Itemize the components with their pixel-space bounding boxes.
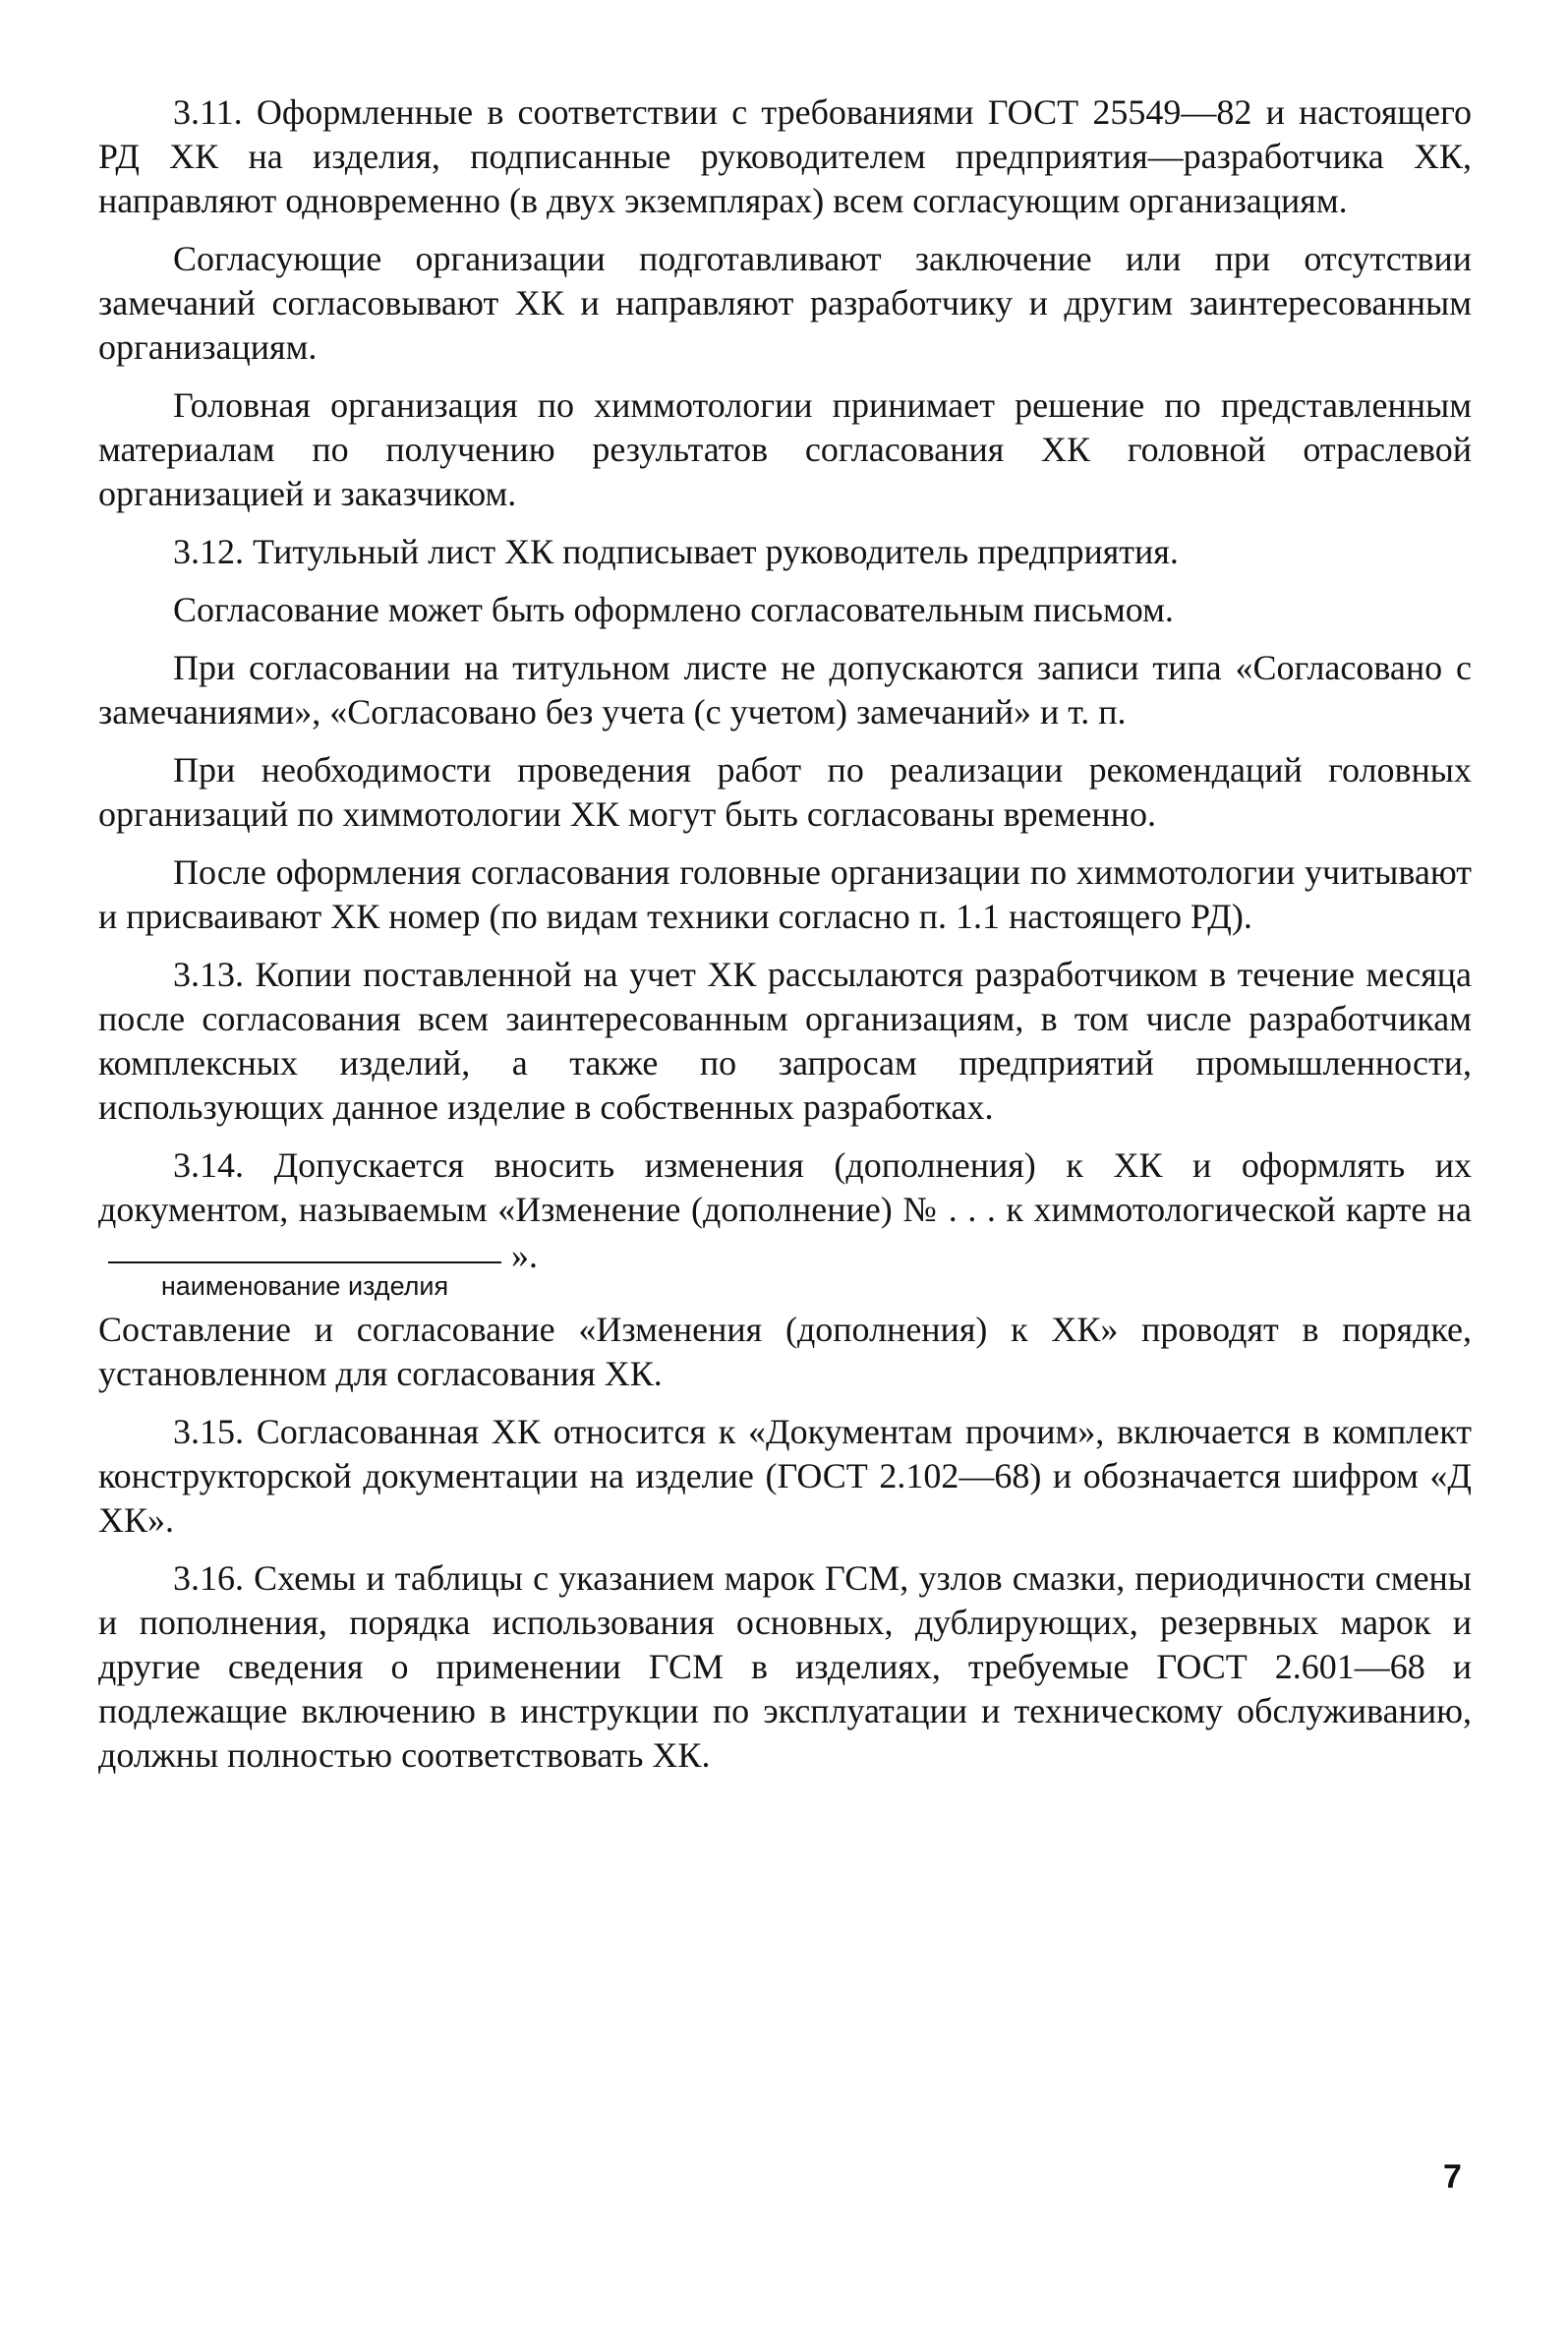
page-body: [98, 90, 1472, 1791]
paragraph-3-14-closing-quote: ».: [511, 1236, 538, 1275]
paragraph-agreement-letter: Согласование может быть оформлено согласовательным письмом.: [173, 590, 1174, 629]
paragraph-3-13: 3.13. Копии поставленной на учет ХК рассылаются разработчиком в течение месяца после согласования всем заинтересованным организациям, в том числе разработчикам комплексных изделий, а также по запросам предприятий промышленности, использующих данное изделие в собственных разработках.: [98, 955, 1472, 1127]
paragraph-3-14-text: 3.14. Допускается вносить изменения (дополнения) к ХК и оформлять их документом, называемым «Изменение (дополнение) № . . . к химмотологической карте на: [98, 1145, 1472, 1229]
paragraph-3-12: 3.12. Титульный лист ХК подписывает руководитель предприятия.: [173, 532, 1179, 571]
product-name-caption: наименование изделия: [160, 1271, 449, 1301]
paragraph-numbering: После оформления согласования головные организации по химмотологии учитывают и присваивают ХК номер (по видам техники согласно п. 1.1 настоящего РД).: [98, 852, 1472, 936]
paragraph-3-16: 3.16. Схемы и таблицы с указанием марок ГСМ, узлов смазки, периодичности смены и пополнения, порядка использования основных, дублирующих, резервных марок и другие сведения о применении ГСМ в изделиях, требуемые ГОСТ 2.601—68 и подлежащие включению в инструкции по эксплуатации и техническому обслуживанию, должны полностью соответствовать ХК.: [98, 1558, 1472, 1775]
product-name-blank: [108, 1232, 501, 1301]
paragraph-head-organization: Головная организация по химмотологии принимает решение по представленным материалам по получению результатов согласования ХК головной отраслевой организацией и заказчиком.: [98, 385, 1472, 513]
page-number: 7: [1443, 2158, 1462, 2196]
paragraph-3-11: 3.11. Оформленные в соответствии с требованиями ГОСТ 25549—82 и настоящего РД ХК на изделия, подписанные руководителем предприятия—разработчика ХК, направляют одновременно (в двух экземплярах) всем согласующим организациям.: [98, 92, 1472, 220]
paragraph-compose-changes: Составление и согласование «Изменения (дополнения) к ХК» проводят в порядке, установленном для согласования ХК.: [98, 1310, 1472, 1393]
product-name-underline: [108, 1261, 501, 1263]
paragraph-temporary-agreement: При необходимости проведения работ по реализации рекомендаций головных организаций по химмотологии ХК могут быть согласованы временно.: [98, 750, 1472, 834]
paragraph-3-14: [98, 1143, 1472, 1301]
paragraph-3-15: 3.15. Согласованная ХК относится к «Документам прочим», включается в комплект конструкторской документации на изделие (ГОСТ 2.102—68) и обозначается шифром «Д ХК».: [98, 1412, 1472, 1540]
paragraph-agreeing-organizations: Согласующие организации подготавливают заключение или при отсутствии замечаний согласовывают ХК и направляют разработчику и другим заинтересованным организациям.: [98, 239, 1472, 367]
paragraph-title-sheet-records: При согласовании на титульном листе не допускаются записи типа «Согласовано с замечаниями», «Согласовано без учета (с учетом) замечаний» и т. п.: [98, 648, 1472, 732]
